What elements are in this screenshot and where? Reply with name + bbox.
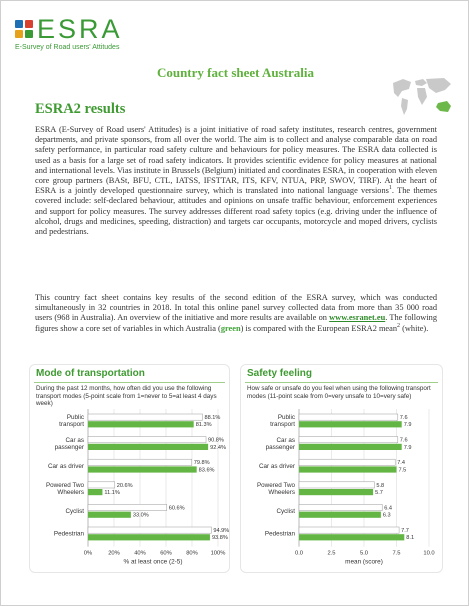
australia-bar	[88, 466, 197, 472]
european-mean-label: 20.6%	[116, 482, 133, 489]
australia-value-label: 33.0%	[132, 512, 149, 519]
category-label: passenger	[265, 443, 295, 451]
australia-bar	[299, 421, 402, 427]
australia-bar	[88, 421, 194, 427]
car-icon	[25, 30, 33, 38]
european-mean-bar	[88, 414, 203, 420]
australia-bar	[88, 444, 208, 450]
cyclist-icon	[25, 20, 33, 28]
category-label: Pedestrian	[264, 530, 295, 538]
x-tick-label: 60%	[160, 550, 172, 557]
safety-question: How safe or unsafe do you feel when using the following transport modes (11-point scale from 0=very unsafe to 10=very safe)	[247, 385, 431, 400]
european-mean-bar	[299, 437, 398, 443]
category-label: Powered Two	[45, 482, 84, 489]
x-tick-label: 7.5	[392, 550, 401, 557]
category-label: Public	[66, 414, 84, 422]
australia-value-label: 7.9	[403, 444, 412, 451]
european-mean-label: 60.6%	[168, 505, 185, 512]
esra-logo	[15, 15, 123, 51]
european-mean-label: 5.8	[376, 482, 385, 489]
category-label: Car as	[65, 436, 84, 444]
australia-bar	[88, 534, 210, 540]
australia-value-label: 5.7	[375, 490, 383, 496]
australia-value-label: 6.3	[382, 512, 391, 519]
european-mean-bar	[299, 504, 382, 510]
safety-bar-chart	[241, 365, 442, 572]
european-mean-bar	[299, 459, 395, 465]
category-label: Wheelers	[57, 489, 84, 496]
category-label: passenger	[54, 443, 84, 451]
footnote-ref-2: 2	[397, 322, 401, 329]
european-mean-label: 7.6	[399, 437, 408, 444]
summary-text-b: . The following figures show a core set of variables in which Australia (	[35, 313, 437, 333]
x-axis-label: mean (score)	[345, 558, 383, 566]
category-label: Cyclist	[276, 508, 295, 516]
category-label: Public	[277, 414, 295, 422]
australia-value-label: 81.3%	[195, 422, 212, 429]
green-label: green	[220, 323, 241, 333]
category-label: transport	[270, 421, 295, 429]
category-label: Car as driver	[47, 462, 84, 470]
australia-bar	[299, 466, 397, 472]
european-mean-bar	[299, 482, 374, 488]
page-title: Country fact sheet Australia	[156, 65, 315, 80]
european-mean-bar	[299, 527, 399, 533]
summary-text-c: ) is compared with the European ESRA2 mean	[240, 323, 398, 333]
australia-value-label: 92.4%	[210, 444, 226, 451]
category-label: Wheelers	[268, 489, 295, 496]
x-tick-label: 40%	[134, 550, 146, 557]
european-mean-label: 7.4	[397, 460, 405, 467]
road-user-icons	[15, 20, 33, 38]
safety-chart-title: Safety feeling	[247, 368, 313, 379]
australia-value-label: 11.1%	[104, 490, 120, 496]
x-tick-label: 5.0	[359, 550, 369, 557]
x-tick-label: 10.0	[423, 550, 435, 557]
world-map-icon	[389, 73, 455, 127]
summary-text: This country fact sheet contains key results of the second edition of the ESRA survey, which was conducted simultaneously in 32 countries in 2018. In total this online panel survey collected data from more than 35 000 road users (968 in Australia). An overview of the initiative and more results are available on	[35, 293, 437, 323]
safety-chart-panel	[240, 364, 443, 573]
x-tick-label: 0%	[83, 550, 93, 557]
australia-bar	[299, 489, 373, 495]
transport-chart-title: Mode of transportation	[36, 368, 145, 379]
category-label: Powered Two	[256, 482, 295, 489]
australia-bar	[299, 534, 404, 540]
footnote-ref: 1	[388, 185, 392, 192]
australia-value-label: 83.6%	[198, 467, 215, 474]
transport-chart-panel	[29, 364, 230, 573]
australia-bar	[299, 444, 402, 450]
category-label: Car as driver	[258, 462, 295, 470]
x-tick-label: 80%	[186, 550, 198, 557]
esranet-link[interactable]: www.esranet.eu	[329, 313, 386, 323]
transport-question: During the past 12 months, how often did you use the following transport modes (5-point scale from 1=never to 5=at least 4 days week)	[36, 385, 217, 408]
category-label: Pedestrian	[53, 530, 84, 538]
european-mean-bar	[88, 482, 115, 488]
european-mean-label: 6.4	[384, 505, 392, 512]
pedestrian-icon	[15, 20, 23, 28]
intro-text-tail: . The themes covered include: self-declared behaviour, attitudes and opinions on unsafe traffic behaviour, enforcement experiences and support for policy measures. The survey addresses different road safety topics (e.g. driving under the influence of alcohol, drugs and medicines, speeding, distraction) and targets car occupants, motorcycle and moped drivers, cyclists and pedestrians.	[35, 186, 437, 237]
x-tick-label: 2.5	[327, 550, 336, 557]
logo-subtitle: E-Survey of Road users' Attitudes	[15, 44, 120, 51]
x-axis-label: % at least once (2-5)	[123, 558, 183, 566]
australia-value-label: 7.5	[398, 467, 407, 474]
x-tick-label: 0.0	[294, 550, 304, 557]
european-mean-label: 7.6	[399, 415, 408, 421]
summary-text-d: (white).	[400, 323, 429, 333]
section-heading: ESRA2 results	[35, 101, 126, 117]
european-mean-label: 88.1%	[204, 415, 221, 421]
australia-value-label: 7.9	[403, 422, 412, 429]
x-tick-label: 20%	[108, 550, 120, 557]
australia-bar	[299, 512, 381, 518]
summary-paragraph	[35, 293, 437, 334]
european-mean-label: 7.7	[401, 528, 409, 534]
logo-wordmark: ESRA	[37, 14, 123, 44]
category-label: transport	[59, 421, 84, 429]
european-mean-label: 90.8%	[208, 437, 224, 444]
category-label: Cyclist	[65, 508, 84, 516]
intro-paragraph	[35, 125, 437, 237]
australia-value-label: 93.8%	[211, 535, 228, 542]
transport-bar-chart	[30, 365, 229, 572]
australia-value-label: 8.1	[406, 535, 415, 542]
motorcycle-icon	[15, 30, 23, 38]
intro-text: ESRA (E-Survey of Road users' Attitudes) is a joint initiative of road safety institutes, research centres, government departments, and private sponsors, from all over the world. The aim is to collect and analyse comparable data on road safety performance, in particular road safety culture and behaviours for policy measures. The ESRA data collected is used as a basis for a large set of road safety indicators. It provides scientific evidence for policy measures at national and international levels. Vias institute in Brussels (Belgium) initiated and coordinates ESRA, in cooperation with eleven core group partners (BASt, BFU, CTL, IATSS, IFSTTAR, ITS, KFV, NTUA, PRP, SWOV, TIRF). At the heart of ESRA is a jointly developed questionnaire survey, which is translated into national language versions	[35, 125, 437, 196]
european-mean-bar	[88, 437, 206, 443]
european-mean-label: 94.9%	[213, 528, 229, 534]
european-mean-bar	[88, 459, 192, 465]
european-mean-label: 79.8%	[193, 460, 210, 467]
european-mean-bar	[88, 527, 211, 533]
european-mean-bar	[299, 414, 398, 420]
european-mean-bar	[88, 504, 167, 510]
category-label: Car as	[276, 436, 295, 444]
australia-bar	[88, 512, 131, 518]
australia-bar	[88, 489, 102, 495]
x-tick-label: 100%	[210, 550, 226, 557]
